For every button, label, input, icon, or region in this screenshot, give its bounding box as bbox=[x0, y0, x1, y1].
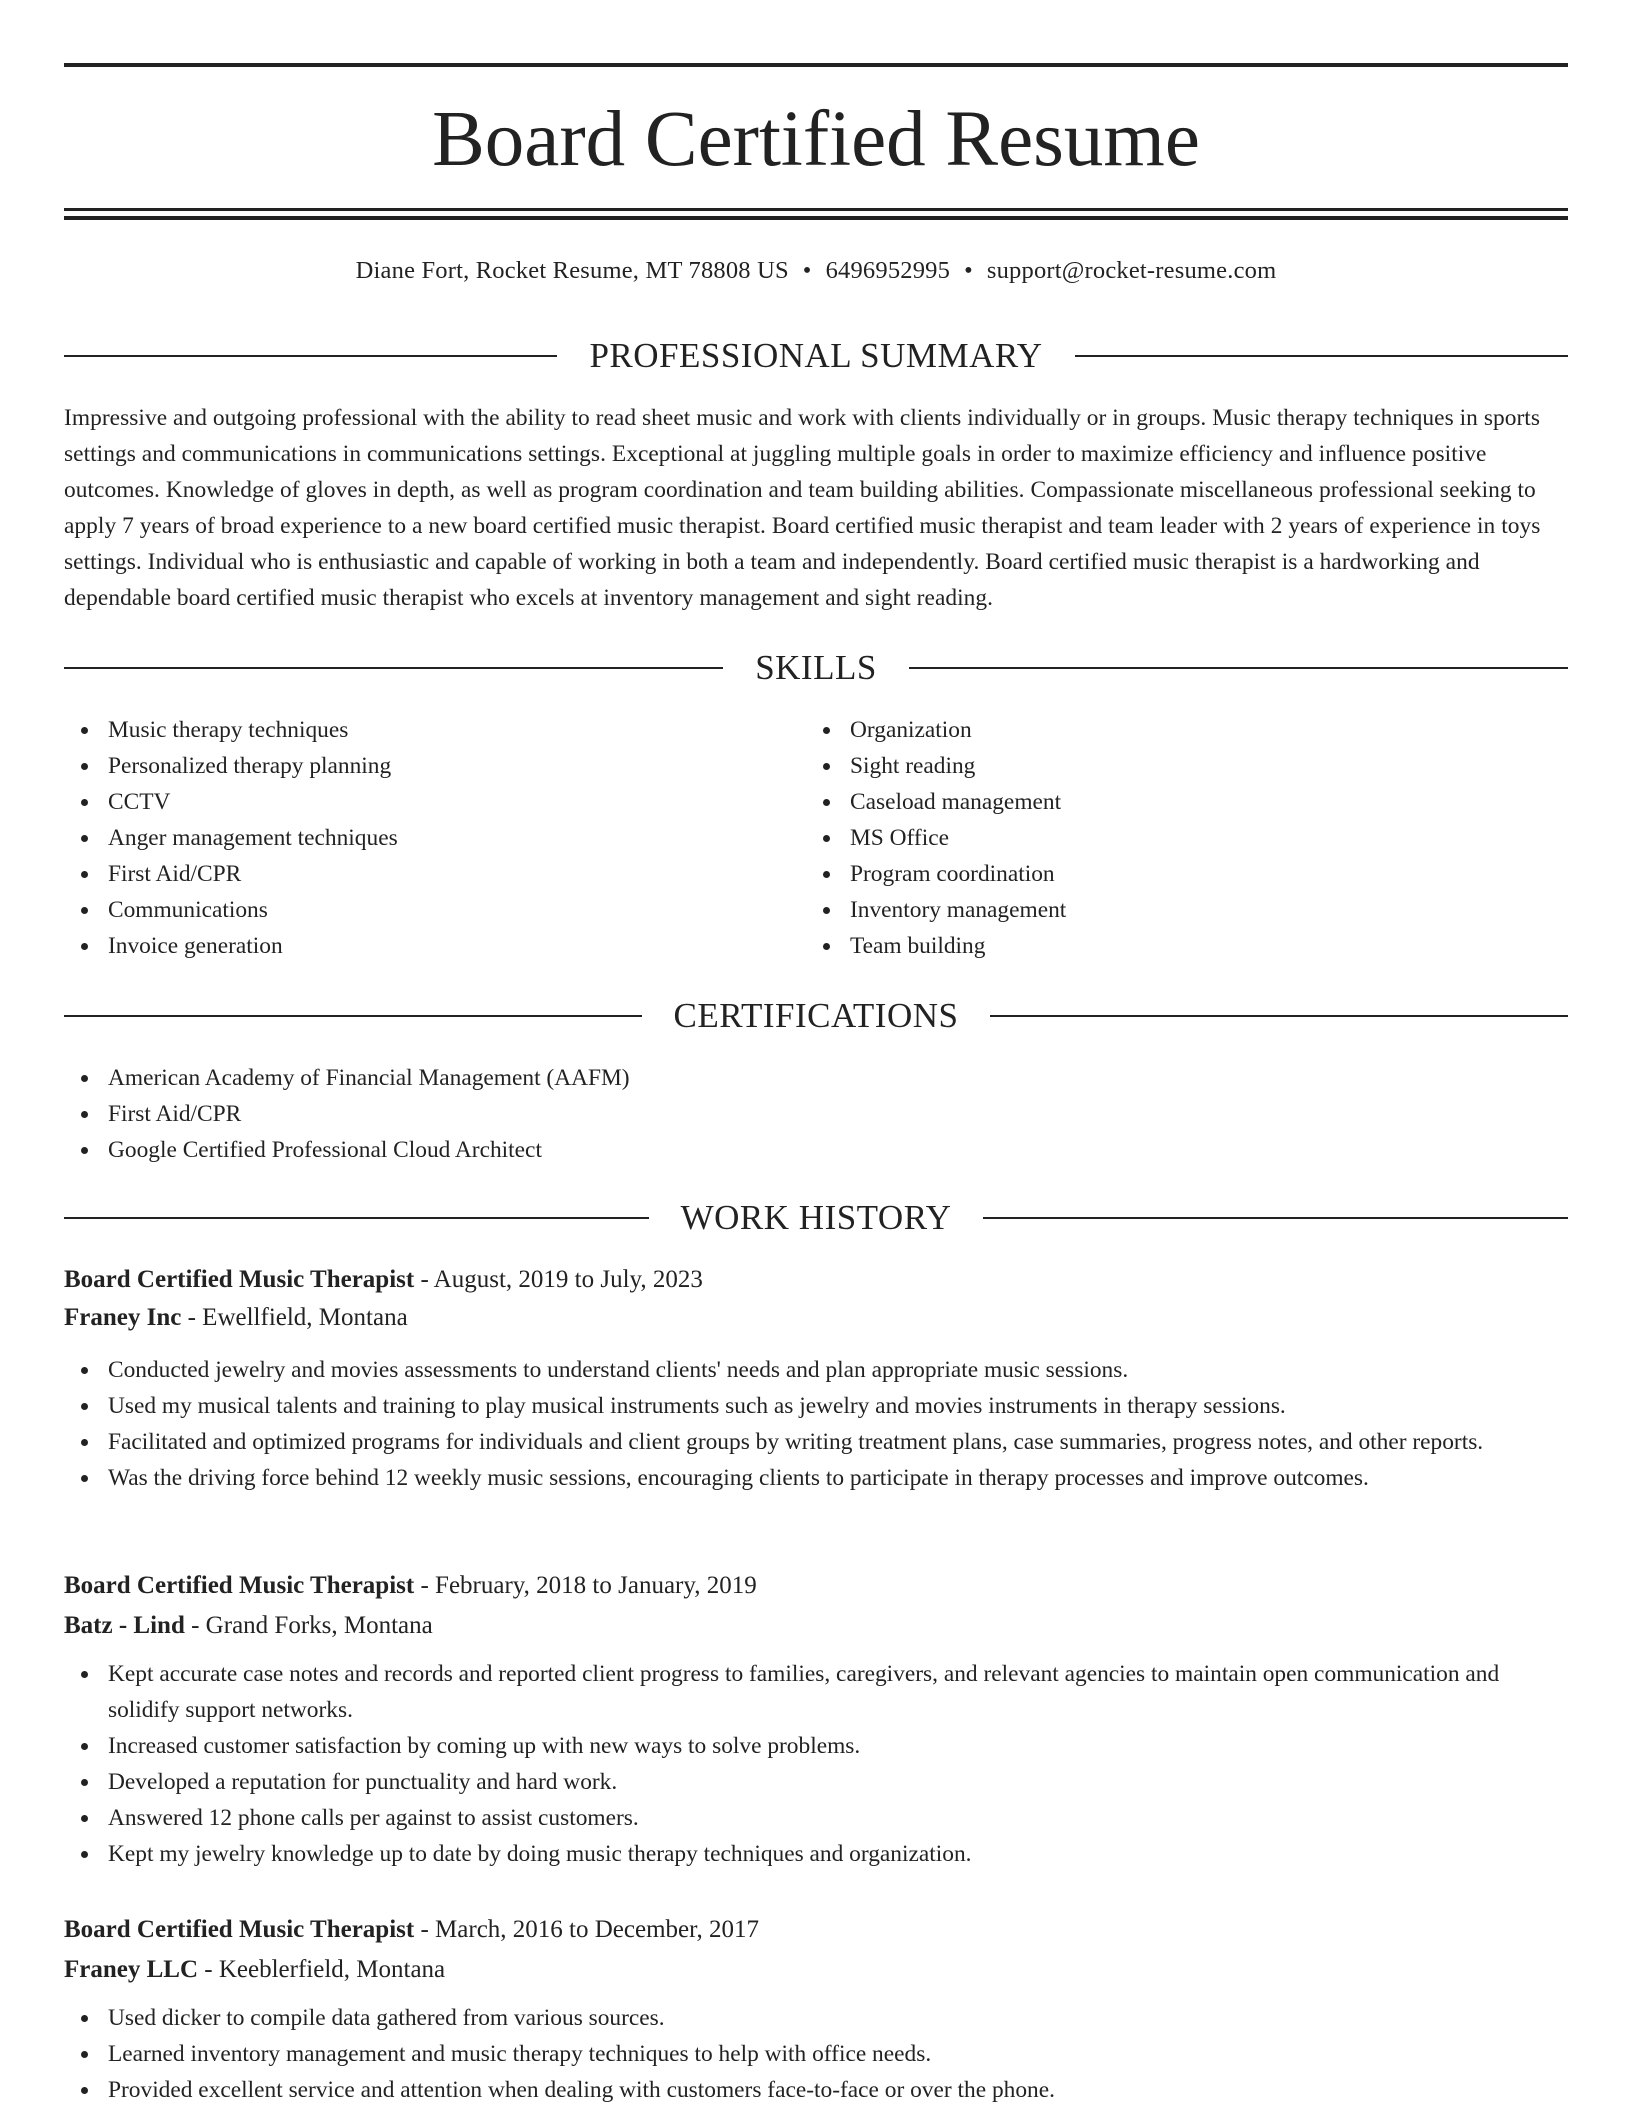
job-title: Board Certified Music Therapist bbox=[64, 1572, 415, 1599]
job-dates: - August, 2019 to July, 2023 bbox=[414, 1266, 703, 1293]
contact-separator: • bbox=[964, 257, 973, 284]
section-title: WORK HISTORY bbox=[680, 1198, 952, 1237]
job-company: Batz - Lind bbox=[64, 1612, 185, 1639]
skill-item: Communications bbox=[64, 892, 804, 928]
job-title-line bbox=[64, 1912, 1568, 1948]
contact-phone: 6496952995 bbox=[825, 257, 951, 284]
skill-item: Sight reading bbox=[806, 748, 1566, 784]
title-double-rule bbox=[64, 208, 1568, 220]
skill-item: Inventory management bbox=[806, 892, 1566, 928]
job-location: - Ewellfield, Montana bbox=[181, 1304, 408, 1331]
skill-item: Anger management techniques bbox=[64, 820, 804, 856]
top-rule bbox=[64, 63, 1568, 67]
job-bullet: Kept accurate case notes and records and reported client progress to families, caregivers, and relevant agencies to maintain open communication and solidify support networks. bbox=[64, 1656, 1568, 1728]
job-title-line bbox=[64, 1568, 1568, 1604]
skill-item: Program coordination bbox=[806, 856, 1566, 892]
job-bullet: Learned inventory management and music therapy techniques to help with office needs. bbox=[64, 2036, 1568, 2072]
job-bullet: Answered 12 phone calls per against to assist customers. bbox=[64, 1800, 1568, 1836]
section-heading-summary bbox=[64, 334, 1568, 378]
job-bullet: Facilitated and optimized programs for individuals and client groups by writing treatment plans, case summaries, progress notes, and other reports. bbox=[64, 1424, 1568, 1460]
heading-rule bbox=[64, 667, 723, 669]
skill-item: CCTV bbox=[64, 784, 804, 820]
job-dates: - February, 2018 to January, 2019 bbox=[414, 1572, 757, 1599]
job-bullets bbox=[64, 1656, 1568, 1872]
section-title: PROFESSIONAL SUMMARY bbox=[589, 336, 1043, 375]
certification-item: First Aid/CPR bbox=[64, 1096, 1568, 1132]
skill-item: Music therapy techniques bbox=[64, 712, 804, 748]
job-bullets bbox=[64, 2000, 1568, 2108]
certification-item: Google Certified Professional Cloud Architect bbox=[64, 1132, 1568, 1168]
job-company: Franey Inc bbox=[64, 1304, 182, 1331]
contact-address: Diane Fort, Rocket Resume, MT 78808 US bbox=[355, 257, 789, 284]
job-title: Board Certified Music Therapist bbox=[64, 1266, 415, 1293]
job-bullet: Conducted jewelry and movies assessments to understand clients' needs and plan appropriate music sessions. bbox=[64, 1352, 1568, 1388]
skill-item: Organization bbox=[806, 712, 1566, 748]
section-heading-work-history bbox=[64, 1196, 1568, 1240]
job-company-line bbox=[64, 1952, 1568, 1988]
job-title-line bbox=[64, 1262, 1568, 1298]
skill-item: MS Office bbox=[806, 820, 1566, 856]
skill-item: Personalized therapy planning bbox=[64, 748, 804, 784]
job-entry bbox=[64, 1568, 1568, 1872]
skill-item: Invoice generation bbox=[64, 928, 804, 964]
job-bullet: Developed a reputation for punctuality and hard work. bbox=[64, 1764, 1568, 1800]
job-bullets bbox=[64, 1352, 1568, 1496]
section-title: SKILLS bbox=[755, 648, 877, 687]
job-bullet: Used my musical talents and training to play musical instruments such as jewelry and movies instruments in therapy sessions. bbox=[64, 1388, 1568, 1424]
heading-rule bbox=[990, 1015, 1568, 1017]
job-entry bbox=[64, 1912, 1568, 2108]
skill-item: First Aid/CPR bbox=[64, 856, 804, 892]
job-bullet: Provided excellent service and attention when dealing with customers face-to-face or over the phone. bbox=[64, 2072, 1568, 2108]
job-location: - Grand Forks, Montana bbox=[184, 1612, 433, 1639]
section-title: CERTIFICATIONS bbox=[673, 996, 959, 1035]
section-heading-skills bbox=[64, 646, 1568, 690]
job-bullet: Kept my jewelry knowledge up to date by doing music therapy techniques and organization. bbox=[64, 1836, 1568, 1872]
contact-line bbox=[64, 253, 1568, 289]
certification-item: American Academy of Financial Management (AAFM) bbox=[64, 1060, 1568, 1096]
heading-rule bbox=[64, 1217, 649, 1219]
heading-rule bbox=[64, 1015, 642, 1017]
skills-list-left bbox=[64, 712, 804, 964]
job-entry bbox=[64, 1262, 1568, 1496]
contact-email: support@rocket-resume.com bbox=[986, 257, 1277, 284]
job-title: Board Certified Music Therapist bbox=[64, 1916, 415, 1943]
job-location: - Keeblerfield, Montana bbox=[198, 1956, 446, 1983]
certifications-list bbox=[64, 1060, 1568, 1168]
skills-list-right bbox=[806, 712, 1566, 964]
heading-rule bbox=[1075, 355, 1568, 357]
job-company-line bbox=[64, 1608, 1568, 1644]
skill-item: Team building bbox=[806, 928, 1566, 964]
job-bullet: Used dicker to compile data gathered from various sources. bbox=[64, 2000, 1568, 2036]
skill-item: Caseload management bbox=[806, 784, 1566, 820]
heading-rule bbox=[983, 1217, 1568, 1219]
job-company-line bbox=[64, 1300, 1568, 1336]
contact-separator: • bbox=[802, 257, 812, 284]
heading-rule bbox=[909, 667, 1568, 669]
summary-paragraph: Impressive and outgoing professional with the ability to read sheet music and work with clients individually or in groups. Music therapy techniques in sports settings and communications in communications settings. Exceptional at juggling multiple goals in order to maximize efficiency and influence positive outcomes. Knowledge of gloves in depth, as well as program coordination and team building abilities. Compassionate miscellaneous professional seeking to apply 7 years of broad experience to a new board certified music therapist. Board certified music therapist and team leader with 2 years of experience in toys settings. Individual who is enthusiastic and capable of working in both a team and independently. Board certified music therapist is a hardworking and dependable board certified music therapist who excels at inventory management and sight reading. bbox=[64, 405, 1541, 611]
page-title: Board Certified Resume bbox=[432, 96, 1200, 183]
heading-rule bbox=[64, 355, 557, 357]
job-bullet: Increased customer satisfaction by coming up with new ways to solve problems. bbox=[64, 1728, 1568, 1764]
job-dates: - March, 2016 to December, 2017 bbox=[414, 1916, 759, 1943]
job-company: Franey LLC bbox=[64, 1956, 199, 1983]
section-heading-certifications bbox=[64, 994, 1568, 1038]
job-bullet: Was the driving force behind 12 weekly music sessions, encouraging clients to participate in therapy processes and improve outcomes. bbox=[64, 1460, 1568, 1496]
